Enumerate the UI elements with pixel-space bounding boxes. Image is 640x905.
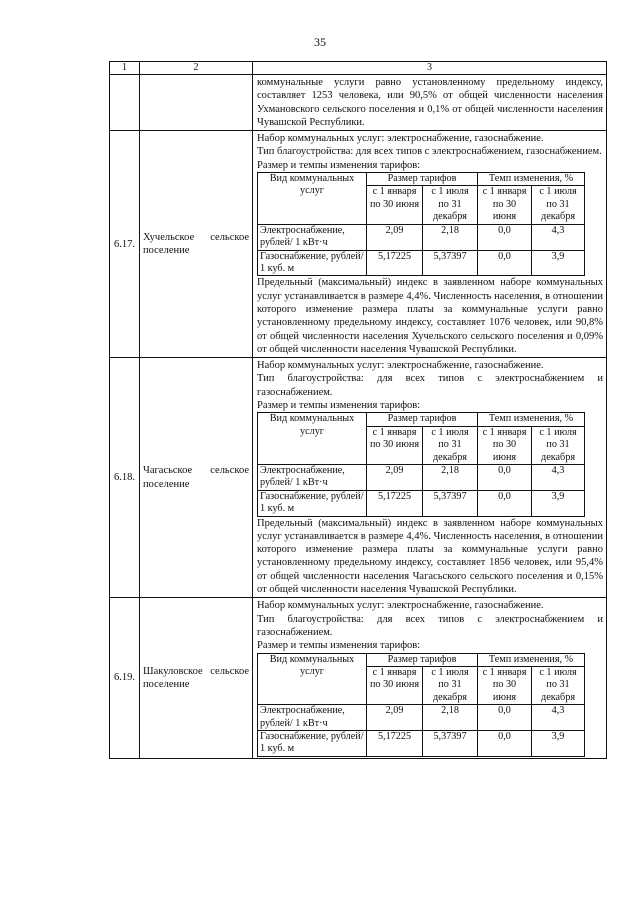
header-col-1: 1 bbox=[110, 62, 140, 75]
row-number: 6.19. bbox=[110, 598, 140, 758]
tariff-value-h2: 2,18 bbox=[423, 224, 478, 250]
tariff-header-jul: с 1 июля по 31 декабря bbox=[532, 666, 585, 704]
tariff-header-jul: с 1 июля по 31 декабря bbox=[423, 426, 478, 464]
tariff-size-line: Размер и темпы изменения тарифов: bbox=[257, 400, 421, 411]
tariff-value-h2: 5,37397 bbox=[423, 490, 478, 516]
tariff-header-rate: Темп изменения, % bbox=[478, 173, 585, 186]
tariff-header-size: Размер тарифов bbox=[367, 173, 478, 186]
index-note: Предельный (максимальный) индекс в заявленном наборе коммунальных услуг устанавливается в размере 4,4%. Численность населения, в отношении которого изменение размера платы за коммунальные услуги равно установленному предельному индексу, составляет 1856 человек, или 95,4% от общей численности населения Чагасьского сельского поселения и 0,15% от общей численности населения Чувашской Республики. bbox=[257, 517, 603, 596]
tariff-header-jul: с 1 июля по 31 декабря bbox=[423, 186, 478, 224]
tariff-value-h2: 5,37397 bbox=[423, 250, 478, 276]
tariff-header-jul: с 1 июля по 31 декабря bbox=[532, 186, 585, 224]
table-row bbox=[110, 598, 607, 758]
tariff-header-rate: Темп изменения, % bbox=[478, 653, 585, 666]
rate-value-h1: 0,0 bbox=[478, 464, 532, 490]
rate-value-h1: 0,0 bbox=[478, 250, 532, 276]
tariff-header-jul: с 1 июля по 31 декабря bbox=[532, 426, 585, 464]
tariff-row bbox=[258, 464, 585, 490]
rate-value-h1: 0,0 bbox=[478, 730, 532, 756]
row-content bbox=[253, 358, 607, 598]
improvement-type-line: Тип благоустройства: для всех типов с электроснабжением и газоснабжением. bbox=[257, 373, 603, 398]
tariff-table bbox=[257, 172, 585, 276]
tariff-value-h1: 5,17225 bbox=[367, 490, 423, 516]
tariff-label: Электроснабжение, рублей/ 1 кВт·ч bbox=[258, 464, 367, 490]
rate-value-h2: 4,3 bbox=[532, 224, 585, 250]
tariff-header-jan: с 1 января по 30 июня bbox=[367, 666, 423, 704]
row-number: 6.17. bbox=[110, 131, 140, 358]
continuation-row bbox=[110, 75, 607, 131]
header-row bbox=[110, 62, 607, 75]
tariff-header-size: Размер тарифов bbox=[367, 413, 478, 426]
tariff-row bbox=[258, 730, 585, 756]
tariff-table bbox=[257, 653, 585, 757]
rate-value-h1: 0,0 bbox=[478, 490, 532, 516]
tariff-label: Электроснабжение, рублей/ 1 кВт·ч bbox=[258, 705, 367, 731]
tariff-header-kind: Вид коммунальных услуг bbox=[258, 653, 367, 705]
tariff-size-line: Размер и темпы изменения тарифов: bbox=[257, 159, 421, 171]
tariff-header-jul: с 1 июля по 31 декабря bbox=[423, 666, 478, 704]
services-set-line: Набор коммунальных услуг: электроснабжение, газоснабжение. bbox=[257, 360, 544, 372]
tariff-header-kind: Вид коммунальных услуг bbox=[258, 413, 367, 465]
tariff-value-h2: 2,18 bbox=[423, 705, 478, 731]
tariff-header-jan: с 1 января по 30 июня bbox=[367, 426, 423, 464]
tariff-label: Газоснабжение, рублей/ 1 куб. м bbox=[258, 490, 367, 516]
tariff-value-h1: 2,09 bbox=[367, 705, 423, 731]
table-row bbox=[110, 358, 607, 598]
services-set-line: Набор коммунальных услуг: электроснабжение, газоснабжение. bbox=[257, 133, 544, 145]
tariff-size-line: Размер и темпы изменения тарифов: bbox=[257, 640, 421, 652]
settlement-name: Хучельское сельское поселение bbox=[140, 131, 253, 358]
improvement-type-line: Тип благоустройства: для всех типов с электроснабжением и газоснабжением. bbox=[257, 613, 603, 638]
page-number: 35 bbox=[314, 35, 326, 49]
tariff-value-h2: 5,37397 bbox=[423, 730, 478, 756]
tariff-label: Газоснабжение, рублей/ 1 куб. м bbox=[258, 250, 367, 276]
rate-value-h2: 4,3 bbox=[532, 464, 585, 490]
tariff-value-h1: 2,09 bbox=[367, 224, 423, 250]
rate-value-h2: 4,3 bbox=[532, 705, 585, 731]
tariff-value-h1: 5,17225 bbox=[367, 250, 423, 276]
rate-value-h1: 0,0 bbox=[478, 224, 532, 250]
main-table bbox=[109, 61, 607, 759]
tariff-table bbox=[257, 412, 585, 516]
row-content bbox=[253, 598, 607, 758]
tariff-row bbox=[258, 250, 585, 276]
tariff-header-jan: с 1 января по 30 июня bbox=[478, 426, 532, 464]
tariff-header-jan: с 1 января по 30 июня bbox=[478, 666, 532, 704]
tariff-row bbox=[258, 224, 585, 250]
services-set-line: Набор коммунальных услуг: электроснабжение, газоснабжение. bbox=[257, 600, 544, 612]
tariff-row bbox=[258, 490, 585, 516]
header-col-3: 3 bbox=[253, 62, 607, 75]
table-row bbox=[110, 131, 607, 358]
continuation-text: коммунальные услуги равно установленному предельному индексу, составляет 1253 человека, или 90,5% от общей численности населения Ухмановского сельского поселения и 0,1% от общей численности населения Чувашской Республики. bbox=[253, 75, 607, 131]
index-note: Предельный (максимальный) индекс в заявленном наборе коммунальных услуг устанавливается в размере 4,4%. Численность населения, в отношении которого изменение размера платы за коммунальные услуги равно установленному предельному индексу, составляет 1076 человек, или 90,8% от общей численности населения Хучельского сельского поселения и 0,09% от общей численности населения Чувашской Республики. bbox=[257, 277, 603, 355]
improvement-type-line: Тип благоустройства: для всех типов с электроснабжением, газоснабжением. bbox=[257, 146, 602, 158]
row-content bbox=[253, 131, 607, 358]
tariff-value-h1: 5,17225 bbox=[367, 730, 423, 756]
rate-value-h2: 3,9 bbox=[532, 730, 585, 756]
tariff-header-jan: с 1 января по 30 июня bbox=[367, 186, 423, 224]
settlement-name: Шакуловское сельское поселение bbox=[140, 598, 253, 758]
tariff-header-size: Размер тарифов bbox=[367, 653, 478, 666]
rate-value-h2: 3,9 bbox=[532, 250, 585, 276]
tariff-value-h1: 2,09 bbox=[367, 464, 423, 490]
header-col-2: 2 bbox=[140, 62, 253, 75]
rate-value-h1: 0,0 bbox=[478, 705, 532, 731]
settlement-name: Чагасьское сельское поселение bbox=[140, 358, 253, 598]
tariff-header-rate: Темп изменения, % bbox=[478, 413, 585, 426]
tariff-header-kind: Вид коммунальных услуг bbox=[258, 173, 367, 225]
tariff-row bbox=[258, 705, 585, 731]
tariff-label: Электроснабжение, рублей/ 1 кВт·ч bbox=[258, 224, 367, 250]
tariff-label: Газоснабжение, рублей/ 1 куб. м bbox=[258, 730, 367, 756]
tariff-header-jan: с 1 января по 30 июня bbox=[478, 186, 532, 224]
tariff-value-h2: 2,18 bbox=[423, 464, 478, 490]
rate-value-h2: 3,9 bbox=[532, 490, 585, 516]
row-number: 6.18. bbox=[110, 358, 140, 598]
